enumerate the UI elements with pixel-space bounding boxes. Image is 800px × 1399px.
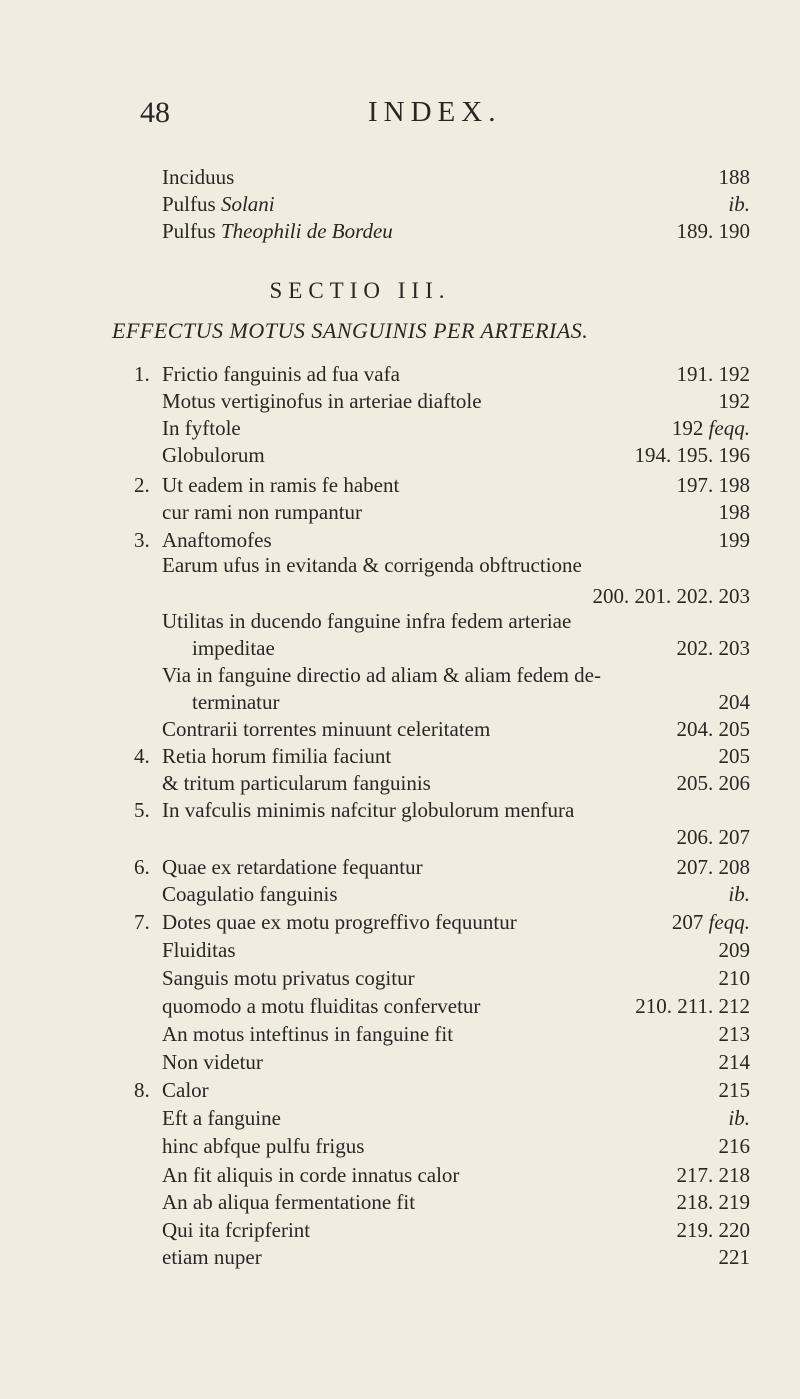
- entry-pages: 215: [718, 1078, 750, 1102]
- entry-text: Anaftomofes: [162, 528, 272, 552]
- page-number: 48: [140, 96, 170, 129]
- entry-number: 5.: [134, 798, 150, 822]
- entry-text: Globulorum: [162, 443, 265, 467]
- entry-pages: 214: [718, 1050, 750, 1074]
- section-subtitle: EFFECTUS MOTUS SANGUINIS PER ARTERIAS.: [112, 318, 589, 343]
- entry-pages: 209: [718, 938, 750, 962]
- entry-pages: 205. 206: [676, 771, 750, 795]
- entry-pages: 216: [718, 1134, 750, 1158]
- entry-text: cur rami non rumpantur: [162, 500, 363, 524]
- entry-pages: 199: [718, 528, 750, 552]
- entry-text: Via in fanguine directio ad aliam & aliam fedem de-: [162, 663, 601, 687]
- entry-pages: 204. 205: [676, 717, 750, 741]
- entry-pages: ib.: [728, 882, 750, 906]
- entry-number: 2.: [134, 473, 150, 497]
- index-entry: [0, 1245, 800, 1277]
- entry-pages: 197. 198: [676, 473, 750, 497]
- index-entry: [0, 553, 800, 585]
- entry-pages: 207 feqq.: [671, 910, 750, 934]
- entry-pages: 207. 208: [676, 855, 750, 879]
- entry-pages: ib.: [728, 192, 750, 216]
- entry-number: 8.: [134, 1078, 150, 1102]
- entry-text: Earum ufus in evitanda & corrigenda obftructione: [162, 553, 582, 577]
- entry-text: Dotes quae ex motu progreffivo fequuntur: [162, 910, 517, 934]
- entry-text: Frictio fanguinis ad fua vafa: [162, 362, 400, 386]
- entry-text: An motus inteftinus in fanguine fit: [162, 1022, 454, 1046]
- entry-pages: 205: [718, 744, 750, 768]
- entry-text: hinc abfque pulfu frigus: [162, 1134, 365, 1158]
- entry-text: quomodo a motu fluiditas confervetur: [162, 994, 481, 1018]
- entry-text: Quae ex retardatione fequantur: [162, 855, 423, 879]
- entry-text: Fluiditas: [162, 938, 236, 962]
- entry-text: Motus vertiginofus in arteriae diaftole: [162, 389, 482, 413]
- entry-text: In fyftole: [162, 416, 241, 440]
- entry-number: 3.: [134, 528, 150, 552]
- entry-pages: 221: [718, 1245, 750, 1269]
- entry-pages: 219. 220: [676, 1218, 750, 1242]
- entry-pages: 202. 203: [676, 636, 750, 660]
- index-entry: [0, 825, 800, 857]
- entry-pages: 217. 218: [676, 1163, 750, 1187]
- entry-number: 4.: [134, 744, 150, 768]
- entry-pages: 189. 190: [676, 219, 750, 243]
- entry-text: Utilitas in ducendo fanguine infra fedem arteriae: [162, 609, 572, 633]
- entry-pages: 192: [718, 389, 750, 413]
- index-entry: [0, 1134, 800, 1166]
- entry-pages: 204: [718, 690, 750, 714]
- entry-pages: 210: [718, 966, 750, 990]
- entry-text: terminatur: [192, 690, 280, 714]
- entry-text: Coagulatio fanguinis: [162, 882, 338, 906]
- entry-pages: 198: [718, 500, 750, 524]
- entry-text: Retia horum fimilia faciunt: [162, 744, 392, 768]
- entry-pages: 194. 195. 196: [634, 443, 750, 467]
- entry-pages: 206. 207: [676, 825, 750, 849]
- entry-text: Non videtur: [162, 1050, 263, 1074]
- running-title: INDEX.: [368, 96, 502, 128]
- entry-text: Eft a fanguine: [162, 1106, 281, 1130]
- entry-text: etiam nuper: [162, 1245, 262, 1269]
- entry-pages: ib.: [728, 1106, 750, 1130]
- entry-text: Inciduus: [162, 165, 235, 189]
- section-title: SECTIO III.: [269, 278, 451, 303]
- entry-text: Calor: [162, 1078, 209, 1102]
- index-entry: [0, 443, 800, 475]
- entry-text: Contrarii torrentes minuunt celeritatem: [162, 717, 491, 741]
- entry-text: In vafculis minimis nafcitur globulorum menfura: [162, 798, 575, 822]
- entry-text: An ab aliqua fermentatione fit: [162, 1190, 416, 1214]
- entry-number: 7.: [134, 910, 150, 934]
- entry-number: 6.: [134, 855, 150, 879]
- entry-pages: 210. 211. 212: [635, 994, 750, 1018]
- entry-text: Sanguis motu privatus cogitur: [162, 966, 415, 990]
- entry-pages: 188: [718, 165, 750, 189]
- entry-text: & tritum particularum fanguinis: [162, 771, 431, 795]
- entry-pages: 218. 219: [676, 1190, 750, 1214]
- entry-pages: 192 feqq.: [671, 416, 750, 440]
- entry-text: An fit aliquis in corde innatus calor: [162, 1163, 460, 1187]
- entry-pages: 213: [718, 1022, 750, 1046]
- entry-text: Ut eadem in ramis fe habent: [162, 473, 400, 497]
- entry-text: Pulfus Theophili de Bordeu: [162, 219, 393, 243]
- entry-pages: 191. 192: [676, 362, 750, 386]
- entry-number: 1.: [134, 362, 150, 386]
- entry-pages: 200. 201. 202. 203: [592, 584, 750, 608]
- entry-text: impeditae: [192, 636, 275, 660]
- page-header: [0, 96, 800, 146]
- index-entry: [0, 219, 800, 251]
- entry-text: Qui ita fcripferint: [162, 1218, 311, 1242]
- entry-text: Pulfus Solani: [162, 192, 275, 216]
